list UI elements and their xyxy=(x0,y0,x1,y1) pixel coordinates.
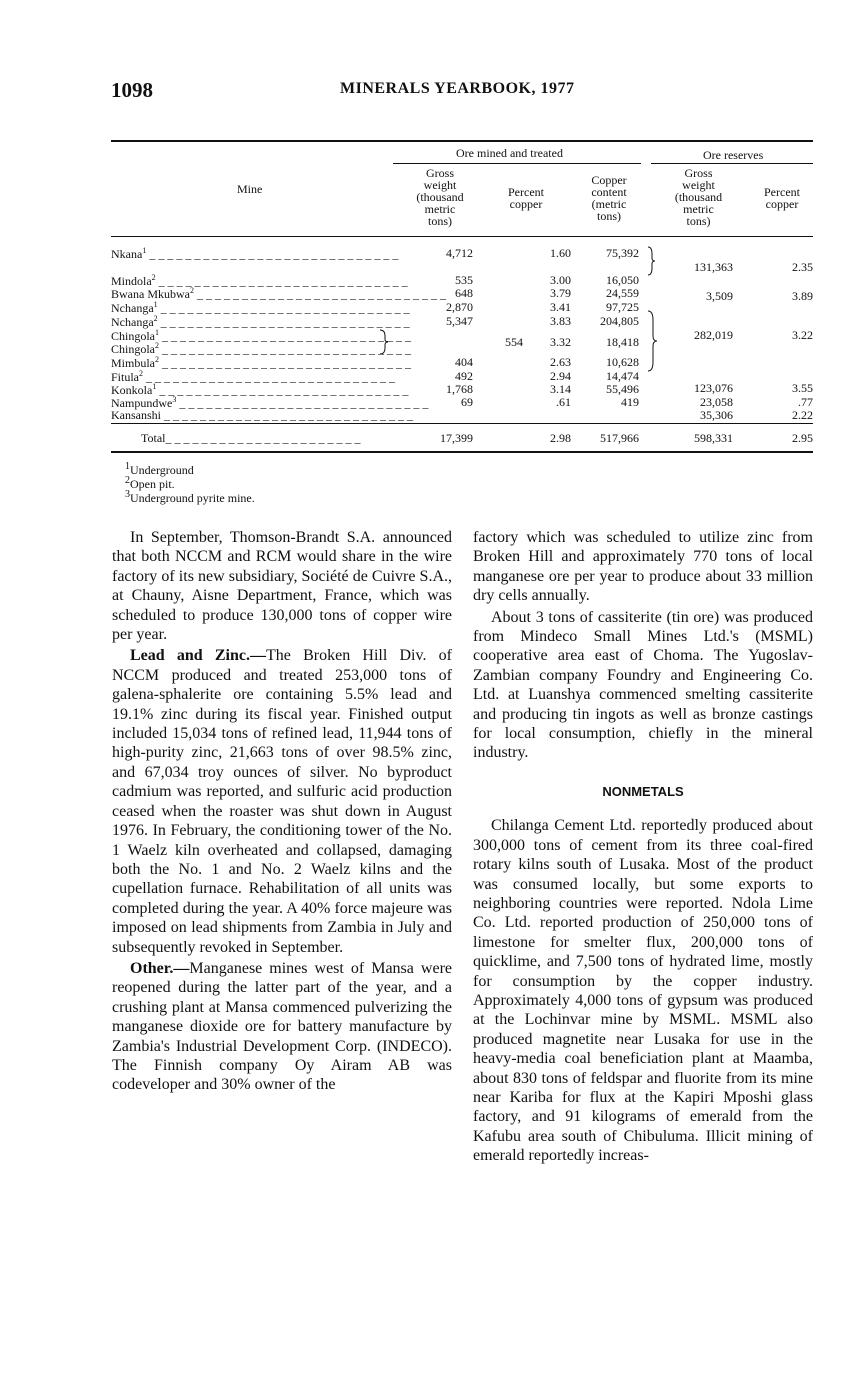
leader-dots: _ _ _ _ _ _ _ _ _ _ _ _ _ _ _ _ _ _ _ _ _ _ _ _ _ _ _ _ xyxy=(156,383,409,397)
mine-name: Nchanga xyxy=(111,301,154,315)
footnote-mark: 3 xyxy=(172,395,177,404)
col-header-percent-copper xyxy=(486,186,566,210)
col-header-copper-content xyxy=(569,174,649,222)
res-gross-nampundwe: 23,058 xyxy=(700,395,733,409)
mine-name: Chingola xyxy=(111,329,155,343)
hdr-line: metric xyxy=(683,202,714,216)
mine-name: Bwana Mkubwa xyxy=(111,287,190,301)
cell-pct: 3.14 xyxy=(550,382,571,396)
total-pct: 2.98 xyxy=(550,431,571,445)
chingola-gross: 554 xyxy=(505,335,523,349)
res-gross-konkola: 123,076 xyxy=(694,381,733,395)
res-gross-bwana: 3,509 xyxy=(706,289,733,303)
footnote-mark: 2 xyxy=(151,273,156,282)
run-in-heading: Other.— xyxy=(130,959,190,977)
mine-name: Mindola xyxy=(111,274,152,288)
leader-dots: _ _ _ _ _ _ _ _ _ _ _ _ _ _ _ _ _ _ _ _ _ _ _ _ _ _ _ _ xyxy=(157,301,410,315)
paragraph-text: Manganese mines west of Mansa were reopened during the latter part of the year, and a crushing plant at Mansa commenced pulverizing the manganese dioxide ore for battery manufacture by Zambia's Industrial Development Corp. (INDECO). The Finnish company Oy Airam AB was codeveloper and 30% owner of the xyxy=(112,959,452,1094)
hdr-line: (thousand xyxy=(416,190,464,204)
cell-pct: 2.94 xyxy=(550,369,571,383)
cell-gross: 535 xyxy=(455,273,473,287)
hdr-line: tons) xyxy=(428,214,452,228)
group-rule-reserves xyxy=(651,163,813,164)
hdr-line: Percent xyxy=(764,185,800,199)
footnote-mark: 1 xyxy=(142,246,147,255)
group-header-ore-reserves: Ore reserves xyxy=(703,148,764,162)
footnote-mark: 2 xyxy=(139,369,144,378)
nkana-mindola-brace-icon xyxy=(647,246,657,276)
hdr-line: tons) xyxy=(597,209,621,223)
hdr-line: Gross xyxy=(425,166,454,180)
col-header-res-percent-copper xyxy=(743,186,821,210)
hdr-line: Copper xyxy=(591,173,627,187)
leader-dots: _ _ _ _ _ _ _ _ _ _ _ _ _ _ _ _ _ _ _ _ _ _ _ _ _ _ _ _ xyxy=(193,287,446,301)
mine-name: Nchanga xyxy=(111,315,154,329)
run-in-heading: Lead and Zinc.— xyxy=(130,647,267,665)
total-top-rule xyxy=(111,423,813,424)
nchanga-group-brace-icon xyxy=(647,310,659,372)
cell-gross: 1,768 xyxy=(446,382,473,396)
cell-cu: 16,050 xyxy=(606,273,639,287)
footnote-mark: 2 xyxy=(155,341,159,350)
total-res-gross: 598,331 xyxy=(694,431,733,445)
mine-name: Kansanshi xyxy=(111,408,161,422)
cell-cu: 24,559 xyxy=(606,286,639,300)
leader-dots: _ _ _ _ _ _ _ _ _ _ _ _ _ _ _ _ _ _ _ _ _ _ _ _ _ _ _ _ xyxy=(157,315,410,329)
hdr-line: weight xyxy=(423,178,457,192)
group-rule-mined xyxy=(393,163,641,164)
cell-cu: 55,496 xyxy=(606,382,639,396)
cell-gross: 492 xyxy=(455,369,473,383)
chingola-cu: 18,418 xyxy=(606,335,639,349)
cell-cu: 204,805 xyxy=(600,314,639,328)
cell-cu: 97,725 xyxy=(606,300,639,314)
total-res-pct: 2.95 xyxy=(792,431,813,445)
footnote-text: Underground xyxy=(130,463,194,477)
leader-dots: _ _ _ _ _ _ _ _ _ _ _ _ _ _ _ _ _ _ _ _ _ _ _ _ _ _ _ _ xyxy=(155,274,408,288)
res-pct-nampundwe: .77 xyxy=(798,395,813,409)
leader-dots: _ _ _ _ _ _ _ _ _ _ _ _ _ _ _ _ _ _ _ _ _ _ _ _ _ _ _ _ xyxy=(159,329,411,343)
mine-name: Nampundwe xyxy=(111,396,173,410)
footnote-mark: 1 xyxy=(153,300,158,309)
cell-cu: 14,474 xyxy=(606,369,639,383)
chingola-pct: 3.32 xyxy=(550,335,571,349)
mine-name: Fitula xyxy=(111,370,140,384)
col-header-mine: Mine xyxy=(237,182,263,196)
cell-pct: .61 xyxy=(556,395,571,409)
res-pct-konkola: 3.55 xyxy=(792,381,813,395)
col-header-res-gross-weight xyxy=(651,167,746,227)
total-cu: 517,966 xyxy=(600,431,639,445)
hdr-line: copper xyxy=(509,197,543,211)
running-head: MINERALS YEARBOOK, 1977 xyxy=(340,80,575,97)
mine-name: Mimbula xyxy=(111,356,155,370)
cell-gross: 2,870 xyxy=(446,300,473,314)
header-bottom-rule xyxy=(111,236,813,237)
cell-gross: 648 xyxy=(455,286,473,300)
footnote-mark: 2 xyxy=(189,286,194,295)
paragraph xyxy=(112,646,452,957)
paragraph: About 3 tons of cassiterite (tin ore) was produced from Mindeco Small Mines Ltd.'s (MSML) cooperative area east of Choma. The Yugoslav-Zambian company Foundry and Engineering Co. Ltd. at Luanshya commenced smelting cassiterite and producing tin ingots as well as bronze castings for local consumption, chiefly in the mineral industry. xyxy=(473,608,813,762)
leader-dots: _ _ _ _ _ _ _ _ _ _ _ _ _ _ _ _ _ _ _ _ _ _ _ _ _ _ _ _ xyxy=(143,370,396,384)
cell-pct: 3.79 xyxy=(550,286,571,300)
paragraph-text: The Broken Hill Div. of NCCM produced and treated 253,000 tons of galena-sphalerite ore containing 5.5% lead and 19.1% zinc during its fiscal year. Finished output included 15,034 tons of refined lead, 11,944 tons of high-purity zinc, 21,663 tons of over 98.5% zinc, and 67,034 troy ounces of silver. No byproduct cadmium was reported, and sulfuric acid production ceased when the roaster was shut down in August 1976. In February, the conditioning tower of the No. 1 Waelz kiln overheated and collapsed, damaging both the No. 1 and No. 2 Waelz kilns and the cupellation furnace. Rehabilitation of all units was completed during the year. A 40% force majeure was imposed on lead shipments from Zambia in July and subsequently revoked in September. xyxy=(112,647,453,956)
cell-gross: 5,347 xyxy=(446,314,473,328)
footnote-mark: 2 xyxy=(153,314,158,323)
paragraph: factory which was scheduled to utilize zinc from Broken Hill and approximately 770 tons of local manganese ore per year to produce about 33 million dry cells annually. xyxy=(473,529,813,605)
cell-pct: 2.63 xyxy=(550,355,571,369)
mine-name: Nkana xyxy=(111,247,143,261)
footnote-text: Open pit. xyxy=(130,477,175,491)
leader-dots: _ _ _ _ _ _ _ _ _ _ _ _ _ _ _ _ _ _ _ _ _ _ xyxy=(165,431,361,445)
cell-gross: 404 xyxy=(455,355,473,369)
footnote-text: Underground pyrite mine. xyxy=(130,491,255,505)
section-heading: NONMETALS xyxy=(602,783,684,799)
footnote-mark: 1 xyxy=(152,382,157,391)
res-gross-nchanga: 282,019 xyxy=(694,328,733,342)
hdr-line: (thousand xyxy=(674,190,723,204)
group-header-ore-mined: Ore mined and treated xyxy=(456,146,563,160)
paragraph: Chilanga Cement Ltd. reportedly produced about 300,000 tons of cement from its three coal-fired rotary kilns south of Lusaka. Most of the product was consumed locally, but some exports to neighboring countries were reported. Ndola Lime Co. Ltd. reported production of 250,000 tons of limestone for smelter flux, 200,000 tons of quicklime, and 7,500 tons of hydrated lime, mostly for consumption by the copper industry. Approximately 4,000 tons of gypsum was produced at the Lochinvar mine by MSML. MSML also produced magnetite near Lusaka for use in the heavy-media coal beneficiation plant at Maamba, about 830 tons of feldspar and fluorite from its mine near Kariba for flux at the Kapiri Mposhi glass factory, and 91 kilograms of emerald from the Kafubu area south of Chibuluma. Illicit mining of emerald reportedly increas- xyxy=(473,817,813,1165)
table-bottom-rule xyxy=(111,451,813,453)
footnote-3 xyxy=(125,489,255,506)
cell-pct: 1.60 xyxy=(550,246,571,260)
res-pct-kansanshi: 2.22 xyxy=(792,408,813,422)
hdr-line: Percent xyxy=(508,185,544,199)
cell-gross: 4,712 xyxy=(446,246,473,260)
hdr-line: tons) xyxy=(686,214,711,228)
paragraph xyxy=(112,959,452,1095)
col-header-gross-weight xyxy=(389,167,491,227)
left-column xyxy=(112,528,452,1095)
footnote-mark: 2 xyxy=(125,475,130,486)
total-label: Total xyxy=(141,431,166,445)
cell-pct: 3.00 xyxy=(550,273,571,287)
leader-dots: _ _ _ _ _ _ _ _ _ _ _ _ _ _ _ _ _ _ _ _ _ _ _ _ _ _ _ _ xyxy=(161,408,413,422)
leader-dots: _ _ _ _ _ _ _ _ _ _ _ _ _ _ _ _ _ _ _ _ _ _ _ _ _ _ _ _ xyxy=(176,396,429,410)
cell-pct: 3.41 xyxy=(550,300,571,314)
res-pct-nchanga: 3.22 xyxy=(792,328,813,342)
cell-cu: 75,392 xyxy=(606,246,639,260)
leader-dots: _ _ _ _ _ _ _ _ _ _ _ _ _ _ _ _ _ _ _ _ _ _ _ _ _ _ _ _ xyxy=(159,342,411,356)
res-gross-nkana: 131,363 xyxy=(694,260,733,274)
total-gross: 17,399 xyxy=(440,431,473,445)
cell-gross: 69 xyxy=(461,395,473,409)
cell-pct: 3.83 xyxy=(550,314,571,328)
total-label-cell xyxy=(141,431,361,446)
footnote-mark: 1 xyxy=(155,328,159,337)
footnote-mark: 2 xyxy=(155,355,159,364)
leader-dots: _ _ _ _ _ _ _ _ _ _ _ _ _ _ _ _ _ _ _ _ _ _ _ _ _ _ _ _ xyxy=(146,247,399,261)
hdr-line: content xyxy=(591,185,627,199)
hdr-line: metric xyxy=(424,202,456,216)
hdr-line: Gross xyxy=(684,166,713,180)
footnote-mark: 3 xyxy=(125,489,130,500)
mine-name: Chingola xyxy=(111,342,155,356)
hdr-line: (metric xyxy=(591,197,627,211)
hdr-line: weight xyxy=(682,178,715,192)
right-column xyxy=(473,528,813,1166)
res-gross-kansanshi: 35,306 xyxy=(700,408,733,422)
paragraph: In September, Thomson-Brandt S.A. announced that both NCCM and RCM would share in the wire factory of its new subsidiary, Société de Cuivre S.A., at Chauny, Aisne Department, France, which was scheduled to produce 130,000 tons of copper wire per year. xyxy=(112,529,452,644)
page-number: 1098 xyxy=(111,78,153,102)
cell-cu: 419 xyxy=(621,395,639,409)
hdr-line: copper xyxy=(765,197,799,211)
mine-name-cell xyxy=(111,408,413,423)
mine-name-cell xyxy=(111,246,399,262)
mine-name: Konkola xyxy=(111,383,153,397)
footnote-mark: 1 xyxy=(125,461,130,472)
table-top-rule xyxy=(111,140,813,142)
res-pct-nkana: 2.35 xyxy=(792,260,813,274)
leader-dots: _ _ _ _ _ _ _ _ _ _ _ _ _ _ _ _ _ _ _ _ _ _ _ _ _ _ _ _ xyxy=(159,356,411,370)
chingola-brace-icon xyxy=(379,329,389,355)
cell-cu: 10,628 xyxy=(606,355,639,369)
res-pct-bwana: 3.89 xyxy=(792,289,813,303)
